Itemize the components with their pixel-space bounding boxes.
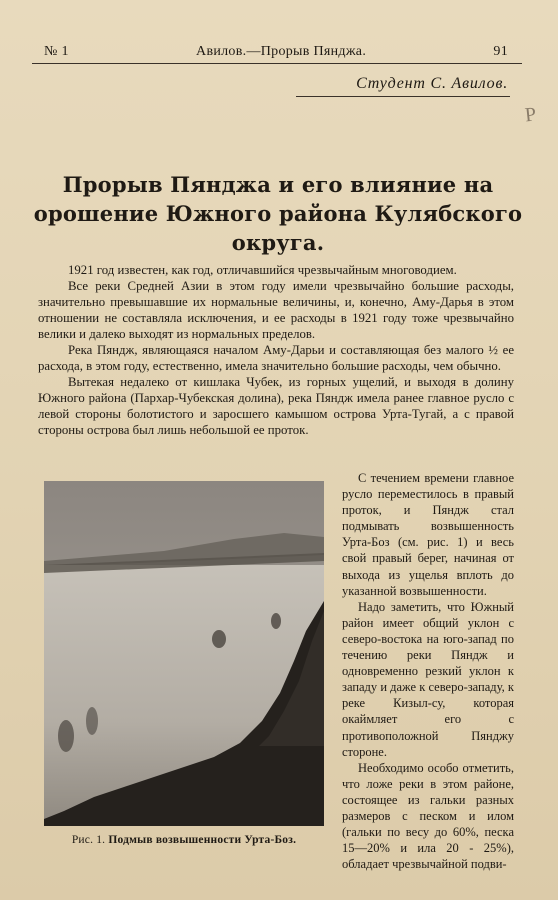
- side-paragraph: С течением времени главное русло переместилось в правый проток, и Пяндж стал подмывать возвышенность Урта-Боз (см. рис. 1) и весь свой правый берег, начиная от выхода из ущелья вплоть до указанной возвышенности.: [342, 471, 514, 598]
- figure-caption: [44, 834, 324, 846]
- figure-photo: [44, 481, 324, 826]
- page-number: 91: [493, 44, 508, 59]
- running-head: [44, 44, 508, 60]
- body-paragraph: Все реки Средней Азии в этом году имели чрезвычайно большие расходы, значительно превышавшие их нормальные величины, и, конечно, Аму-Дарья в этом отношении не составляла исключения, и ее расходы в 1921 году тоже чрезвычайно велики и далеко выходят из нормальных пределов.: [38, 279, 514, 341]
- handwritten-margin-mark: P: [523, 103, 538, 127]
- side-paragraph: Надо заметить, что Южный район имеет общий уклон с северо-востока на юго-запад по течению реки Пяндж и одновременно резкий уклон к западу и даже к северо-западу, к реке Кизыл-су, которая окаймляет его с противоположной Пянджу стороне.: [342, 599, 514, 759]
- side-paragraph: Необходимо особо отметить, что ложе реки в этом районе, состоящее из гальки разных размеров с песком и илом (гальки по весу до 60%, песка 15—20% и ила 20 - 25%), обладает чрезвычайной подви-: [342, 760, 514, 872]
- issue-number: № 1: [44, 44, 69, 59]
- author-byline: Студент С. Авилов.: [296, 75, 510, 97]
- caption-label: Рис. 1.: [71, 834, 106, 846]
- article-title: Прорыв Пянджа и его влияние на орошение Южного района Кулябского округа.: [33, 172, 523, 255]
- body-paragraph: Река Пяндж, являющаяся началом Аму-Дарьи и составляющая без малого ½ ее расхода, в этом году, естественно, имела значительно большие расходы, чем обычно.: [38, 343, 514, 373]
- header-rule: [32, 63, 522, 64]
- body-paragraph: 1921 год известен, как год, отличавшийся чрезвычайным многоводием.: [68, 263, 457, 277]
- caption-title: Подмыв возвышенности Урта-Боз.: [108, 834, 297, 846]
- river-bank-photo: [44, 481, 324, 826]
- side-column-text: [342, 470, 514, 872]
- article-body: [38, 262, 514, 438]
- running-title: Авилов.—Прорыв Пянджа.: [196, 44, 367, 59]
- body-paragraph: Вытекая недалеко от кишлака Чубек, из горных ущелий, и выходя в долину Южного района (Пархар-Чубекская долина), река Пяндж имела ранее главное русло с левой стороны болотистого и заросшего камышом острова Урта-Тугай, а с правой стороны острова был лишь небольшой ее проток.: [38, 375, 514, 437]
